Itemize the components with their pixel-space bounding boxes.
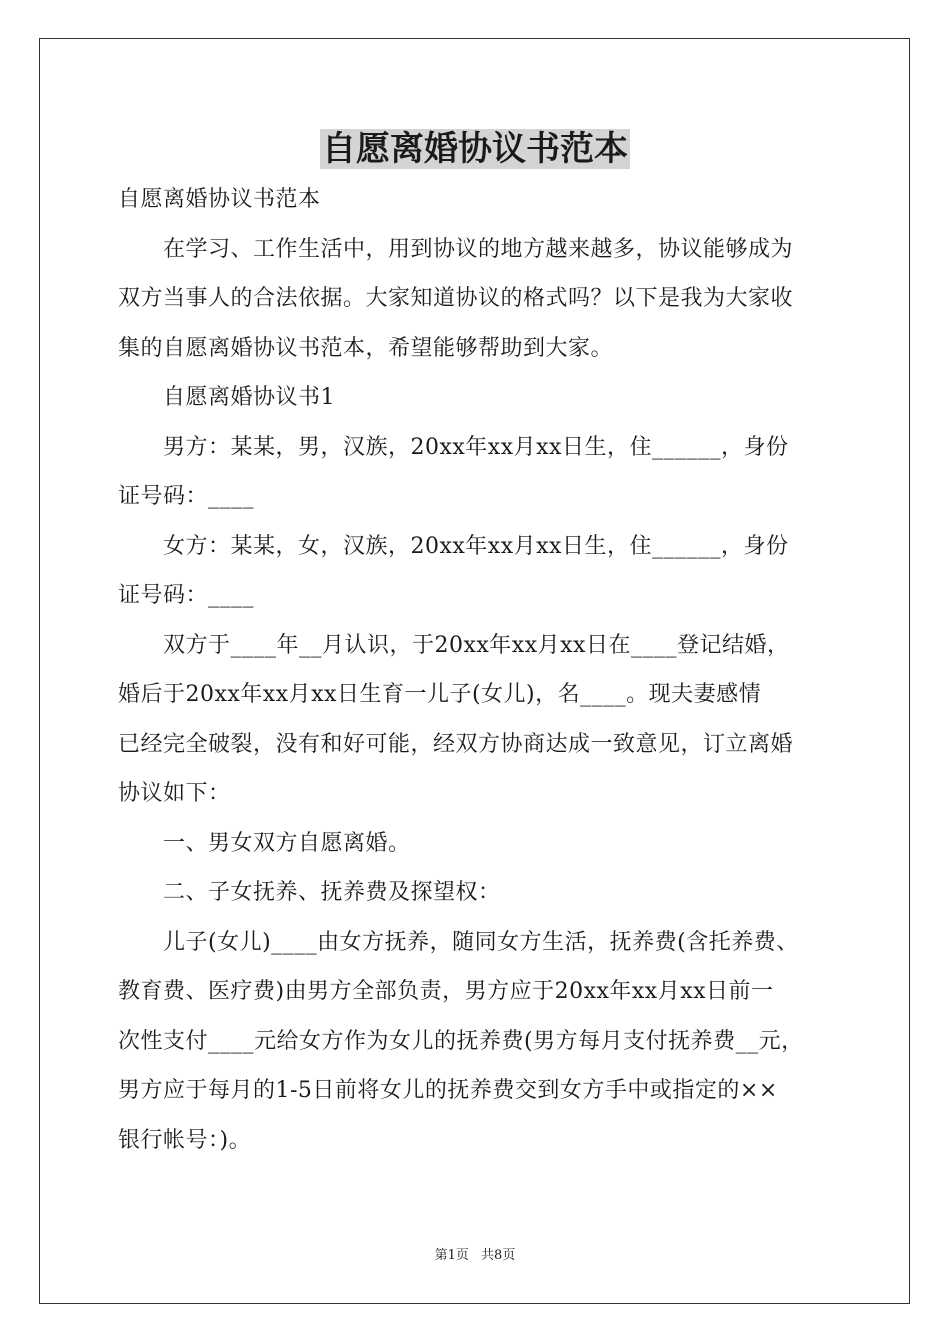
body-line: 在学习、工作生活中，用到协议的地方越来越多，协议能够成为 xyxy=(118,236,794,262)
document-title xyxy=(0,126,950,172)
body-line: 银行帐号：)。 xyxy=(118,1127,252,1153)
body-line: 男方：某某，男，汉族，20xx年xx月xx日生，住______，身份 xyxy=(118,434,789,460)
body-line: 协议如下： xyxy=(118,781,231,806)
body-line: 二、子女抚养、抚养费及探望权： xyxy=(118,880,501,905)
body-line: 男方应于每月的1-5日前将女儿的抚养费交到女方手中或指定的×× xyxy=(118,1078,778,1103)
body-line: 儿子(女儿)____由女方抚养，随同女方生活，抚养费(含托养费、 xyxy=(118,929,799,955)
body-line: 自愿离婚协议书范本 xyxy=(118,187,321,212)
body-line: 自愿离婚协议书1 xyxy=(118,385,335,410)
body-line: 教育费、医疗费)由男方全部负责，男方应于20xx年xx月xx日前一 xyxy=(118,979,774,1004)
body-line: 证号码：____ xyxy=(118,484,255,509)
body-line: 婚后于20xx年xx月xx日生育一儿子(女儿)，名____。现夫妻感情 xyxy=(118,682,762,707)
body-line: 证号码：____ xyxy=(118,583,255,608)
document-title-text: 自愿离婚协议书范本 xyxy=(322,129,628,169)
body-line: 双方于____年__月认识，于20xx年xx月xx日在____登记结婚， xyxy=(118,632,790,658)
body-line: 双方当事人的合法依据。大家知道协议的格式吗？以下是我为大家收 xyxy=(118,286,794,311)
body-line: 已经完全破裂，没有和好可能，经双方协商达成一致意见，订立离婚 xyxy=(118,731,794,757)
body-line: 一、男女双方自愿离婚。 xyxy=(118,830,411,856)
document-body xyxy=(118,175,842,1165)
body-line: 女方：某某，女，汉族，20xx年xx月xx日生，住______，身份 xyxy=(118,533,789,559)
page-number-footer: 第1页 共8页 xyxy=(434,1248,516,1263)
body-line: 集的自愿离婚协议书范本，希望能够帮助到大家。 xyxy=(118,335,614,361)
body-line: 次性支付____元给女方作为女儿的抚养费(男方每月支付抚养费__元， xyxy=(118,1028,804,1054)
